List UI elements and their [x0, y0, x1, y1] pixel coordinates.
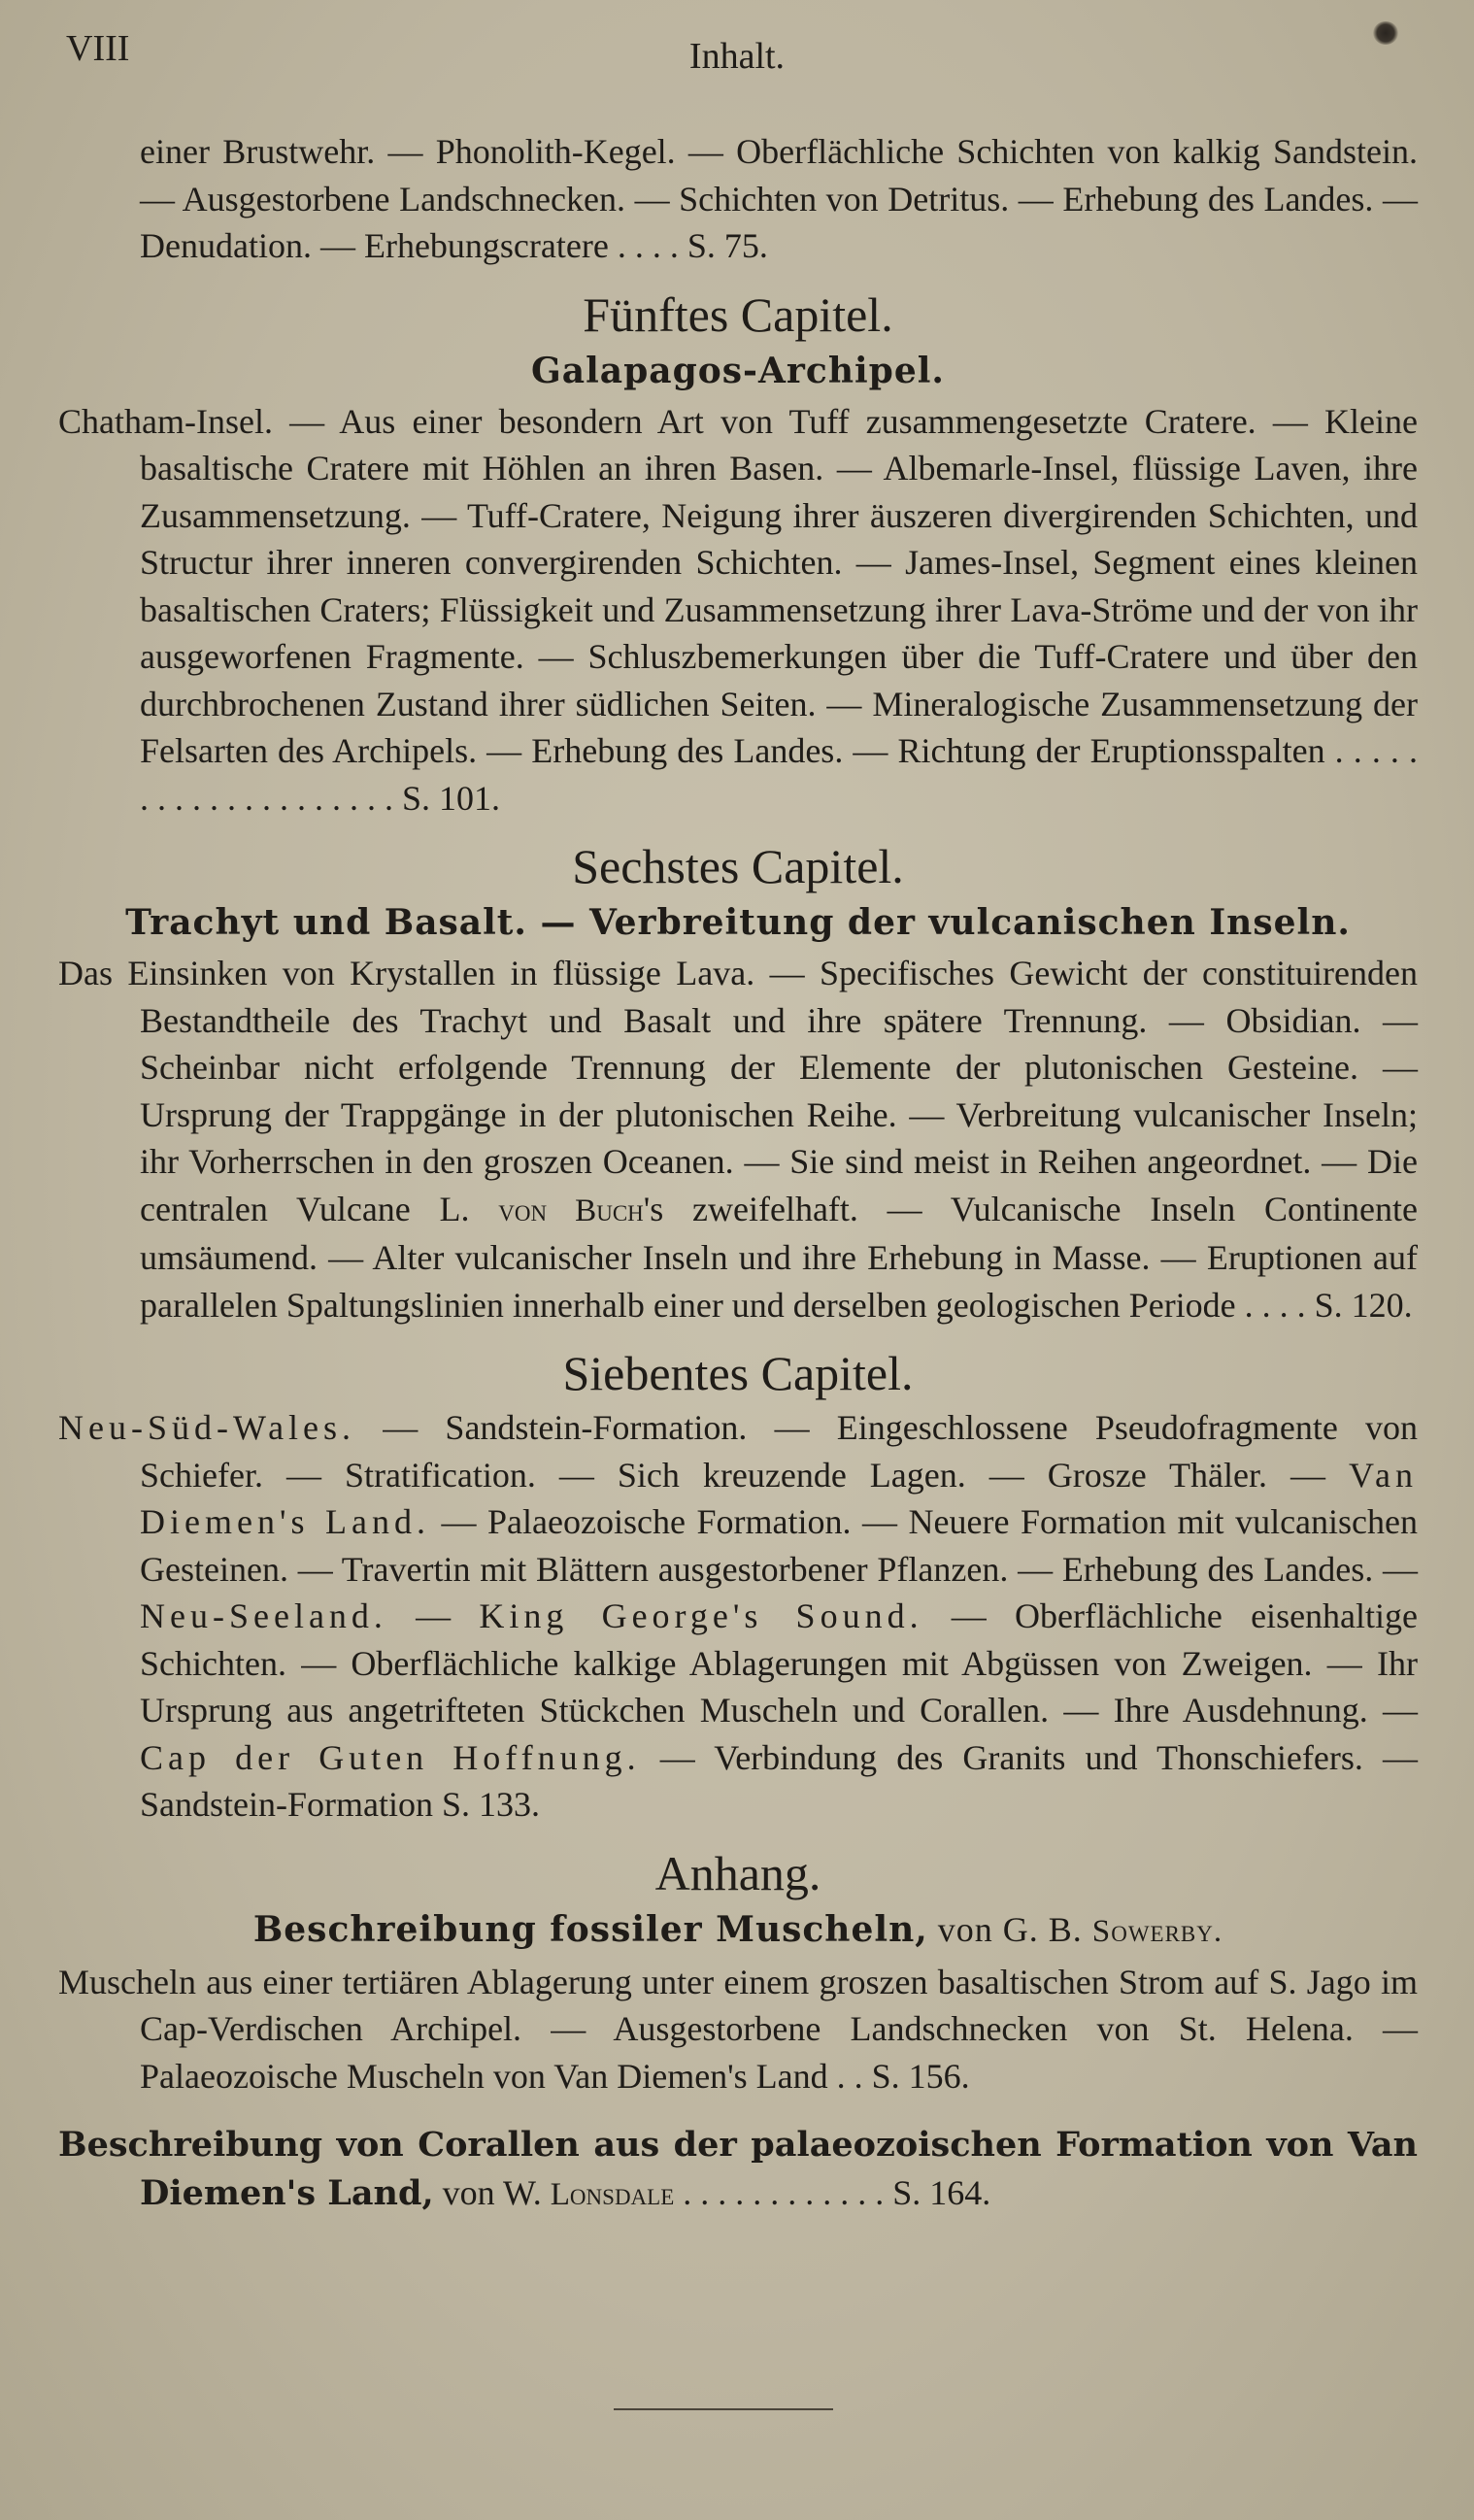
- page-number: VIII: [66, 28, 130, 69]
- chapter-summary: Chatham-Insel. — Aus einer besondern Art von Tuff zusammengesetzte Cratere. — Kleine basaltische Cratere mit Höhlen an ihren Basen. — Albemarle-Insel, flüssige Laven, ihre Zusammensetzung. — Tuff-Cratere, Neigung ihrer äuszeren divergirenden Schichten, und Structur ihrer inneren convergirenden Schichten. — James-Insel, Segment eines kleinen basaltischen Craters; Flüssigkeit und Zusammensetzung ihrer Lava-Ströme und der von ihr ausgeworfenen Fragmente. — Schluszbemerkungen über die Tuff-Cratere und über den durchbrochenen Zustand ihrer südlichen Seiten. — Mineralogische Zusammensetzung der Felsarten des Archipels. — Erhebung des Landes. — Richtung der Eruptionsspalten . . . . . . . . . . . . . . . . . . . . S. 101.: [58, 401, 1418, 818]
- summary-text: — Sandstein-Formation. — Eingeschlossene Pseudofragmente von Schiefer. — Stratification. — Sich kreuzende Lagen. — Grosze Thäler. —: [140, 1408, 1418, 1495]
- summary-text: — Palaeozoische Formation. — Neuere Formation mit vulcanischen Gesteinen. — Travertin mit Blättern ausgestorbener Pflanzen. — Erhebung des Landes. —: [140, 1502, 1418, 1589]
- chapter-title: Sechstes Capitel.: [572, 839, 904, 893]
- appendix-entry: [58, 2121, 1418, 2218]
- intro-paragraph: einer Brustwehr. — Phonolith-Kegel. — Oberflächliche Schichten von kalkig Sandstein. — Ausgestorbene Landschnecken. — Schichten von Detritus. — Erhebung des Landes. — Denudation. — Erhebungscratere . . . . S. 75.: [140, 132, 1418, 265]
- appendix-entry: Muscheln aus einer tertiären Ablagerung unter einem groszen basaltischen Strom auf S. Jago im Cap-Verdischen Archipel. — Ausgestorbene Landschnecken von St. Helena. — Palaeozoische Muscheln von Van Diemen's Land . . S. 156.: [58, 1962, 1418, 2096]
- table-of-contents: [58, 128, 1418, 2218]
- summary-text: 's zweifelhaft. — Vulcanische Inseln Continente umsäumend. — Alter vulcanischer Inseln und ihre Erhebung in Masse. — Eruptionen auf parallelen Spaltungslinien innerhalb einer und derselben geologischen Periode . . . . S. 120.: [140, 1189, 1418, 1325]
- place-name: Neu-Seeland.: [140, 1596, 387, 1635]
- entry-title: Beschreibung von Corallen aus der palaeozoischen Formation von Van Diemen's Land,: [58, 2125, 1418, 2213]
- place-name: Van Diemen's Land.: [140, 1455, 1418, 1541]
- place-name: Neu-Süd-Wales.: [58, 1408, 356, 1447]
- subtitle-text: Beschreibung fossiler Muscheln,: [252, 1908, 928, 1950]
- spacer: [58, 2100, 1418, 2121]
- entry-text: . . . . . . . . . . . . S. 164.: [674, 2172, 991, 2212]
- chapter-subtitle: Trachyt und Basalt. — Verbreitung der vulcanischen Inseln.: [125, 902, 1351, 943]
- summary-text: — Oberflächliche eisenhaltige Schichten. — Oberflächliche kalkige Ablagerungen mit Abgüssen von Zweigen. — Ihr Ursprung aus angetrifteten Stückchen Muscheln und Corallen. — Ihre Ausdehnung. —: [140, 1596, 1419, 1730]
- chapter-title: Fünftes Capitel.: [583, 286, 893, 342]
- summary-text: — Verbindung des Granits und Thonschiefers. — Sandstein-Formation S. 133.: [140, 1737, 1418, 1824]
- summary-text: Das Einsinken von Krystallen in flüssige Lava. — Specifisches Gewicht der constituirenden Bestandtheile des Trachyt und Basalt und ihre spätere Trennung. — Obsidian. — Scheinbar nicht erfolgende Trennung der Elemente der plutonischen Gesteine. — Ursprung der Trappgänge in der plutonischen Reihe. — Verbreitung vulcanischer Inseln; ihr Vorherrschen in den groszen Oceanen. — Sie sind meist in Reihen angeordnet. — Die centralen Vulcane L.: [58, 954, 1418, 1228]
- ink-blot: [1373, 21, 1398, 45]
- chapter-subtitle: Galapagos-Archipel.: [531, 350, 945, 391]
- author-name: Sowerby.: [1091, 1912, 1223, 1949]
- place-name: Cap der Guten Hoffnung.: [140, 1737, 641, 1777]
- place-name: King George's Sound.: [479, 1596, 923, 1635]
- subtitle-text: von G. B.: [927, 1909, 1092, 1949]
- summary-text: —: [386, 1596, 480, 1635]
- author-name: von Buch: [498, 1192, 644, 1228]
- chapter-title: Siebentes Capitel.: [562, 1346, 914, 1400]
- chapter-summary: [58, 1404, 1418, 1829]
- appendix-title: Anhang.: [654, 1845, 821, 1900]
- footer-rule: [614, 2408, 833, 2410]
- author-name: Lonsdale: [550, 2175, 675, 2212]
- chapter-summary: [58, 950, 1418, 1328]
- entry-text: von W.: [433, 2172, 551, 2212]
- page-header: [66, 27, 1408, 85]
- appendix-subtitle: [58, 1904, 1418, 1957]
- running-head: Inhalt.: [688, 36, 786, 77]
